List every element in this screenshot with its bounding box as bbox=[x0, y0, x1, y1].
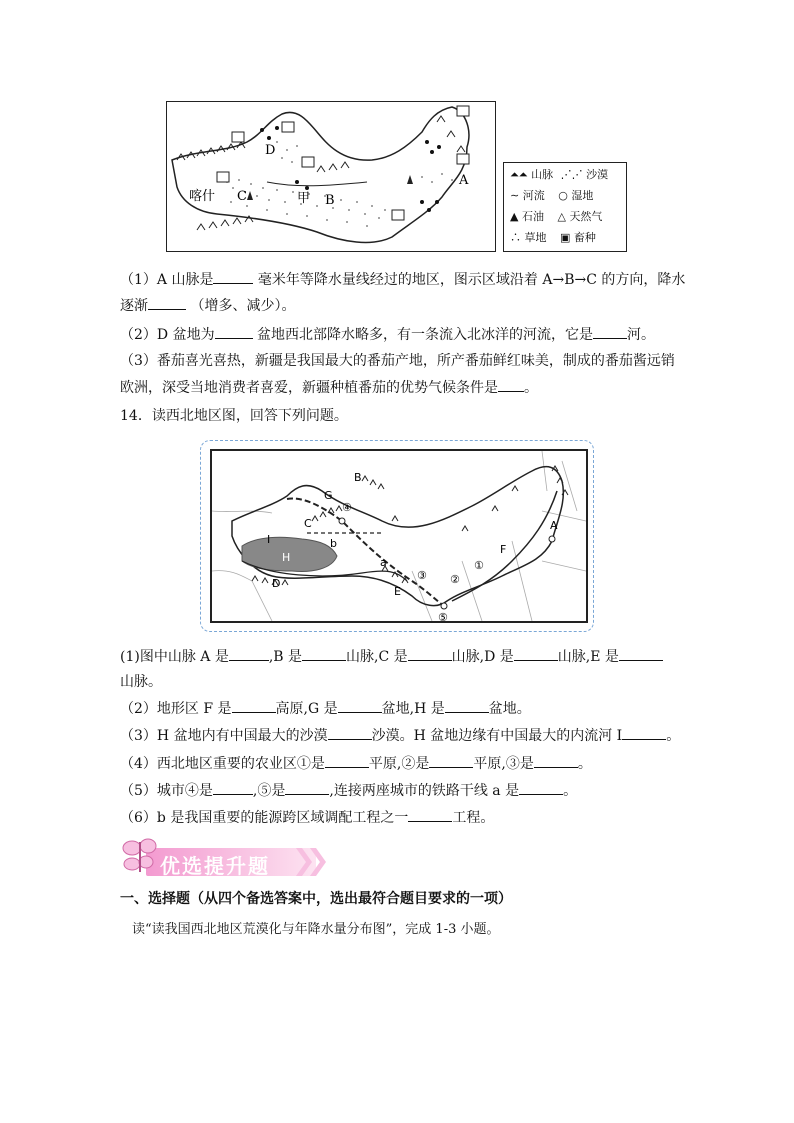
map1-label-d: D bbox=[265, 143, 276, 158]
answer-blank[interactable] bbox=[325, 753, 369, 768]
answer-blank[interactable] bbox=[514, 646, 558, 661]
map2-label-b: B bbox=[354, 471, 362, 484]
q13-1-middle: 毫米年等降水量线经过的地区，图示区域沿着 A→B→C 的方向，降水 bbox=[257, 272, 686, 288]
map2-label-1: ① bbox=[474, 559, 484, 572]
intro-text: 读“读我国西北地区荒漠化与年降水量分布图”，完成 1-3 小题。 bbox=[132, 922, 500, 937]
q14-3-c: 。 bbox=[666, 728, 681, 744]
q13-2-prefix: （2）D 盆地为 bbox=[120, 327, 215, 343]
q14-1-d: 山脉,D 是 bbox=[451, 649, 514, 665]
legend-mountain: 山脉 bbox=[531, 168, 554, 181]
map1-legend bbox=[503, 162, 627, 252]
q14-1-e: 山脉,E 是 bbox=[557, 649, 619, 665]
answer-blank[interactable] bbox=[622, 725, 666, 740]
map2-label-a: A bbox=[550, 519, 558, 532]
wetland-icon: ○ bbox=[558, 189, 568, 202]
map2-label-b-small: b bbox=[330, 537, 337, 550]
answer-blank[interactable] bbox=[148, 295, 186, 310]
answer-blank[interactable] bbox=[408, 646, 452, 661]
map1-label-c: C bbox=[237, 189, 247, 204]
desert-icon: ⋰⋰ bbox=[560, 168, 583, 181]
q14-1-a: (1)图中山脉 A 是 bbox=[120, 649, 229, 665]
banner-title: 优选提升题 bbox=[160, 854, 270, 878]
q14-2-c: 盆地,H 是 bbox=[381, 701, 445, 717]
xinjiang-map bbox=[166, 101, 496, 252]
legend-livestock: 畜种 bbox=[573, 231, 596, 244]
legend-wetland: 湿地 bbox=[571, 189, 594, 202]
q13-1-cont: 逐渐 bbox=[120, 298, 148, 314]
answer-blank[interactable] bbox=[408, 807, 452, 822]
q14-title: 14．读西北地区图，回答下列问题。 bbox=[120, 408, 348, 424]
q14-4-d: 。 bbox=[577, 756, 592, 772]
q13-line-1 bbox=[120, 269, 685, 290]
legend-row-3 bbox=[510, 208, 602, 224]
answer-blank[interactable] bbox=[338, 698, 382, 713]
answer-blank[interactable] bbox=[302, 646, 346, 661]
q14-line-3 bbox=[120, 725, 680, 746]
answer-blank[interactable] bbox=[215, 324, 253, 339]
q13-1-suffix: （增多、减少）。 bbox=[190, 298, 296, 314]
q13-1-prefix: （1）A 山脉是 bbox=[120, 272, 214, 288]
map1-label-b: B bbox=[325, 193, 335, 208]
q14-5-a: （5）城市④是 bbox=[120, 783, 213, 799]
answer-blank[interactable] bbox=[498, 377, 524, 392]
q14-5-c: ,连接两座城市的铁路干线 a 是 bbox=[329, 783, 520, 799]
answer-blank[interactable] bbox=[213, 780, 253, 795]
map2-label-i: I bbox=[267, 533, 271, 546]
map2-label-e: E bbox=[394, 585, 401, 598]
grass-icon: ∴ bbox=[510, 231, 521, 244]
q14-2-b: 高原,G 是 bbox=[275, 701, 338, 717]
answer-blank[interactable] bbox=[445, 698, 489, 713]
map2-label-h: H bbox=[282, 551, 291, 564]
legend-desert: 沙漠 bbox=[586, 168, 609, 181]
q14-line-2 bbox=[120, 698, 531, 719]
map2-label-d: D bbox=[272, 577, 281, 590]
answer-blank[interactable] bbox=[519, 780, 563, 795]
map2-label-c: C bbox=[304, 517, 312, 530]
gas-icon: △ bbox=[557, 210, 566, 223]
answer-blank[interactable] bbox=[429, 753, 473, 768]
river-icon: ∼ bbox=[510, 189, 520, 202]
q13-line-4 bbox=[120, 351, 675, 371]
answer-blank[interactable] bbox=[229, 646, 269, 661]
answer-blank[interactable] bbox=[593, 324, 627, 339]
map1-label-kashgar: 喀什 bbox=[189, 189, 216, 204]
q14-2-d: 盆地。 bbox=[488, 701, 531, 717]
q14-line-1b: 山脉。 bbox=[120, 674, 162, 690]
q14-6-a: （6）b 是我国重要的能源跨区域调配工程之一 bbox=[120, 810, 409, 826]
map1-label-a: A bbox=[459, 173, 469, 188]
map2-label-2: ② bbox=[450, 573, 460, 586]
q14-1-b: ,B 是 bbox=[268, 649, 303, 665]
legend-row-1 bbox=[510, 166, 608, 182]
q14-4-a: （4）西北地区重要的农业区①是 bbox=[120, 756, 325, 772]
legend-oil: 石油 bbox=[521, 210, 544, 223]
map2-label-g: G bbox=[324, 489, 333, 502]
mountain-icon: ⏶⏶ bbox=[510, 168, 528, 181]
q14-line-1 bbox=[120, 646, 663, 667]
legend-row-2 bbox=[510, 187, 593, 203]
q14-6-b: 工程。 bbox=[452, 810, 495, 826]
q13-3-line1: （3）番茄喜光喜热，新疆是我国最大的番茄产地，所产番茄鲜红味美，制成的番茄酱远销 bbox=[120, 353, 675, 369]
map1-label-jia: 甲 bbox=[297, 191, 311, 206]
answer-blank[interactable] bbox=[213, 269, 253, 284]
q14-line-6 bbox=[120, 807, 494, 828]
answer-blank[interactable] bbox=[232, 698, 276, 713]
q13-line-3 bbox=[120, 324, 655, 345]
map2-label-a-small: a bbox=[380, 556, 387, 569]
q14-4-b: 平原,②是 bbox=[368, 756, 430, 772]
map2-label-5: ⑤ bbox=[438, 611, 448, 621]
q14-2-a: （2）地形区 F 是 bbox=[120, 701, 232, 717]
answer-blank[interactable] bbox=[328, 725, 372, 740]
map2-label-4: ④ bbox=[342, 501, 352, 514]
q14-line-5 bbox=[120, 780, 577, 801]
q13-2-middle: 盆地西北部降水略多，有一条流入北冰洋的河流，它是 bbox=[257, 327, 594, 343]
q14-4-c: 平原,③是 bbox=[473, 756, 534, 772]
q14-3-a: （3）H 盆地内有中国最大的沙漠 bbox=[120, 728, 328, 744]
map2-label-f: F bbox=[500, 543, 507, 556]
xinjiang-map-svg bbox=[167, 102, 495, 251]
oil-icon: ▲ bbox=[510, 210, 519, 223]
map2-label-3: ③ bbox=[417, 569, 427, 582]
q14-line-4 bbox=[120, 753, 592, 774]
answer-blank[interactable] bbox=[619, 646, 663, 661]
q13-line-5 bbox=[120, 377, 538, 398]
q14-5-b: ,⑤是 bbox=[252, 783, 286, 799]
answer-blank[interactable] bbox=[285, 780, 329, 795]
northwest-map-svg bbox=[212, 451, 586, 621]
legend-row-4 bbox=[510, 229, 596, 245]
answer-blank[interactable] bbox=[534, 753, 578, 768]
q13-3-line2: 欧洲，深受当地消费者喜爱，新疆种植番茄的优势气候条件是 bbox=[120, 380, 498, 396]
q13-line-2 bbox=[120, 295, 295, 316]
q13-2-suffix: 河。 bbox=[627, 327, 656, 343]
q14-1-c: 山脉,C 是 bbox=[346, 649, 408, 665]
livestock-icon: ▣ bbox=[560, 231, 571, 244]
q14-3-b: 沙漠。H 盆地边缘有中国最大的内流河 I bbox=[371, 728, 623, 744]
legend-river: 河流 bbox=[522, 189, 545, 202]
q13-3-suffix: 。 bbox=[524, 380, 538, 396]
northwest-map bbox=[210, 449, 588, 623]
section-heading: 一、选择题（从四个备选答案中，选出最符合题目要求的一项） bbox=[120, 891, 512, 907]
legend-gas: 天然气 bbox=[569, 210, 603, 223]
q14-5-d: 。 bbox=[563, 783, 578, 799]
legend-grass: 草地 bbox=[524, 231, 547, 244]
